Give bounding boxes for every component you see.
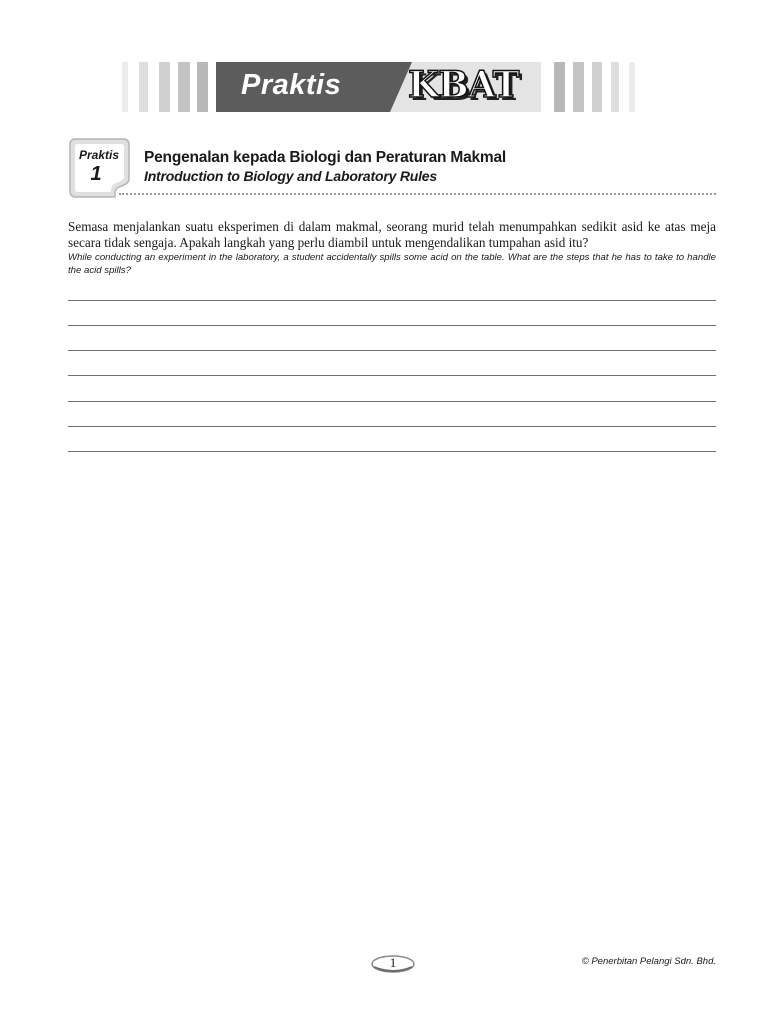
badge-praktis-number: 1 xyxy=(90,163,102,185)
copyright-notice: © Penerbitan Pelangi Sdn. Bhd. xyxy=(581,956,716,967)
section-subtitle: Introduction to Biology and Laboratory Rules xyxy=(144,168,437,184)
answer-line[interactable] xyxy=(68,350,716,351)
banner-stripe xyxy=(197,62,208,112)
praktis-kbat-banner xyxy=(118,60,643,114)
answer-line[interactable] xyxy=(68,375,716,376)
question-text-malay: Semasa menjalankan suatu eksperimen di dalam makmal, seorang murid telah menumpahkan sedikit asid ke atas meja secara tidak sengaja. Apakah langkah yang perlu diambil untuk mengendalikan tumpahan asid itu? xyxy=(68,219,716,250)
banner-stripe xyxy=(159,62,170,112)
banner-stripe xyxy=(592,62,602,112)
answer-line[interactable] xyxy=(68,426,716,427)
banner-stripe xyxy=(178,62,190,112)
banner-praktis-text: Praktis xyxy=(241,69,342,101)
section-title: Pengenalan kepada Biologi dan Peraturan Makmal xyxy=(144,149,507,166)
banner-stripe xyxy=(139,62,148,112)
answer-line[interactable] xyxy=(68,300,716,301)
banner-stripe xyxy=(629,62,635,112)
praktis-number-badge xyxy=(69,138,131,198)
badge-praktis-label: Praktis xyxy=(78,148,120,162)
page-number-badge xyxy=(370,953,416,975)
answer-line[interactable] xyxy=(68,325,716,326)
page-number: 1 xyxy=(389,955,397,970)
answer-line[interactable] xyxy=(68,401,716,402)
banner-stripe xyxy=(573,62,584,112)
question-text-english: While conducting an experiment in the laboratory, a student accidentally spills some acid on the table. What are the steps that he has to take to handle the acid spills? xyxy=(68,252,716,276)
banner-kbat-logo: KBAT xyxy=(408,64,519,106)
banner-stripe xyxy=(122,62,128,112)
dotted-divider xyxy=(119,193,716,195)
banner-stripe xyxy=(554,62,565,112)
answer-line[interactable] xyxy=(68,451,716,452)
banner-stripe xyxy=(611,62,619,112)
